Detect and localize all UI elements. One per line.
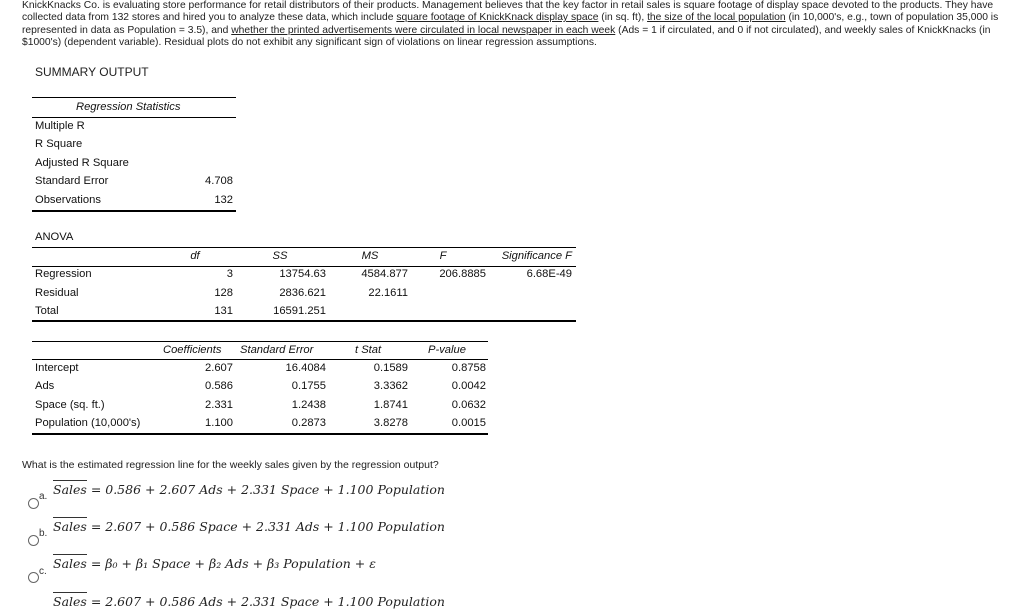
coef-header-standard-error: Standard Error (240, 344, 314, 356)
option-b-letter: b. (39, 528, 48, 539)
coef-cell-t-stat: 0.1589 (373, 362, 408, 374)
sales-hat-symbol: Sales (53, 556, 87, 571)
anova-cell-df: 131 (214, 305, 233, 317)
problem-description (22, 0, 1012, 50)
regstats-label: Multiple R (35, 120, 85, 132)
coef-cell-coefficient: 0.586 (205, 380, 233, 392)
anova-header-ss: SS (272, 250, 288, 262)
option-c-radio[interactable] (28, 572, 39, 583)
coef-cell-p-value: 0.0042 (451, 380, 486, 392)
summary-output-title: SUMMARY OUTPUT (35, 65, 149, 79)
coef-row-label: Intercept (35, 362, 79, 374)
question-text: What is the estimated regression line for the weekly sales given by the regression output? (22, 459, 439, 471)
option-c-equation[interactable] (53, 556, 376, 571)
regstats-label: Observations (35, 194, 101, 206)
coef-cell-standard-error: 0.1755 (291, 380, 326, 392)
coef-header-coefficients: Coefficients (163, 344, 222, 356)
regstats-value: 4.708 (205, 175, 233, 187)
intro-text-1: KnickKnacks Co. is evaluating store performance for retail distributors of their products. Management believes that the key factor in retail sales is square footage of display space devoted to the products. They have collected data from 132 stores and hired you to analyze these data, which include (22, 0, 994, 24)
anova-header-ms: MS (361, 250, 379, 262)
anova-top-rule (32, 247, 576, 248)
anova-cell-df: 3 (226, 268, 233, 280)
coef-cell-p-value: 0.8758 (451, 362, 486, 374)
anova-cell-df: 128 (214, 287, 233, 299)
anova-cell-ms: 22.1611 (368, 287, 408, 299)
anova-header-f: F (439, 250, 447, 262)
intro-text-3: (in 10,000's, e.g., town of population 35,000 is represented in data as Population = 3.5), and (22, 12, 999, 36)
regstats-label: R Square (35, 138, 83, 150)
anova-title: ANOVA (35, 231, 74, 243)
regstats-label: Adjusted R Square (35, 157, 129, 169)
regstats-label: Standard Error (35, 175, 109, 187)
option-d-equation-text: = 2.607 + 0.586 Ads + 2.331 Space + 1.100 Population (90, 594, 445, 609)
coef-cell-coefficient: 2.331 (205, 399, 233, 411)
coef-cell-coefficient: 2.607 (205, 362, 233, 374)
sales-hat-symbol: Sales (53, 482, 87, 497)
option-b-equation[interactable] (53, 519, 445, 534)
option-a-equation-text: = 0.586 + 2.607 Ads + 2.331 Space + 1.100 Population (90, 482, 445, 497)
coef-row-label: Space (sq. ft.) (35, 399, 105, 411)
option-a-letter: a. (39, 491, 48, 502)
coef-row-label: Ads (35, 380, 55, 392)
intro-underline-space: square footage of KnickKnack display space (396, 12, 599, 24)
option-b-radio[interactable] (28, 535, 39, 546)
coef-cell-p-value: 0.0632 (451, 399, 486, 411)
anova-cell-f: 206.8885 (439, 268, 486, 280)
coef-top-rule (32, 341, 488, 342)
option-c-letter: c. (39, 566, 47, 577)
sales-hat-symbol: Sales (53, 519, 87, 534)
sales-hat-symbol: Sales (53, 594, 87, 609)
coef-cell-standard-error: 1.2438 (291, 399, 326, 411)
regstats-header-rule (32, 117, 236, 118)
coef-header-p-value: P-value (428, 344, 466, 356)
intro-text-2: (in sq. ft), (598, 12, 648, 24)
option-c-equation-text: = β₀ + β₁ Space + β₂ Ads + β₃ Population + ε (90, 556, 376, 571)
option-d-equation[interactable] (53, 594, 445, 609)
coef-cell-p-value: 0.0015 (451, 417, 486, 429)
coef-cell-t-stat: 1.8741 (373, 399, 408, 411)
anova-cell-significance-f: 6.68E-49 (526, 268, 572, 280)
anova-cell-ss: 16591.251 (273, 305, 326, 317)
anova-row-label: Regression (35, 268, 92, 280)
option-b-equation-text: = 2.607 + 0.586 Space + 2.331 Ads + 1.100 Population (90, 519, 445, 534)
regstats-header: Regression Statistics (76, 101, 181, 113)
anova-row-label: Residual (35, 287, 79, 299)
option-a-radio[interactable] (28, 498, 39, 509)
coef-cell-coefficient: 1.100 (205, 417, 233, 429)
anova-header-rule (32, 266, 576, 267)
coef-cell-t-stat: 3.8278 (373, 417, 408, 429)
option-a-equation[interactable] (53, 482, 445, 497)
regstats-top-rule (32, 97, 236, 98)
coef-bottom-rule (32, 433, 488, 435)
coef-cell-standard-error: 16.4084 (285, 362, 326, 374)
anova-row-label: Total (35, 305, 59, 317)
coef-header-rule (32, 359, 488, 360)
coef-row-label: Population (10,000's) (35, 417, 141, 429)
regstats-bottom-rule (32, 210, 236, 212)
anova-header-significance-f: Significance F (501, 250, 572, 262)
coef-cell-t-stat: 3.3362 (373, 380, 408, 392)
intro-text-4: (Ads = 1 if circulated, and 0 if not circulated), and weekly sales of KnickKnacks (in $1000's) (dependent variable). Residual plots do not exhibit any significant sign of violations on linear regression assumptions. (22, 24, 991, 49)
anova-cell-ss: 2836.621 (279, 287, 326, 299)
coef-header-t-stat: t Stat (355, 344, 382, 356)
anova-cell-ms: 4584.877 (361, 268, 408, 280)
intro-underline-population: the size of the local population (647, 12, 786, 24)
intro-underline-ads: whether the printed advertisements were circulated in local newspaper in each week (231, 24, 616, 36)
regstats-value: 132 (214, 194, 233, 206)
anova-header-df: df (190, 250, 200, 262)
anova-bottom-rule (32, 320, 576, 322)
coef-cell-standard-error: 0.2873 (291, 417, 326, 429)
anova-cell-ss: 13754.63 (279, 268, 326, 280)
